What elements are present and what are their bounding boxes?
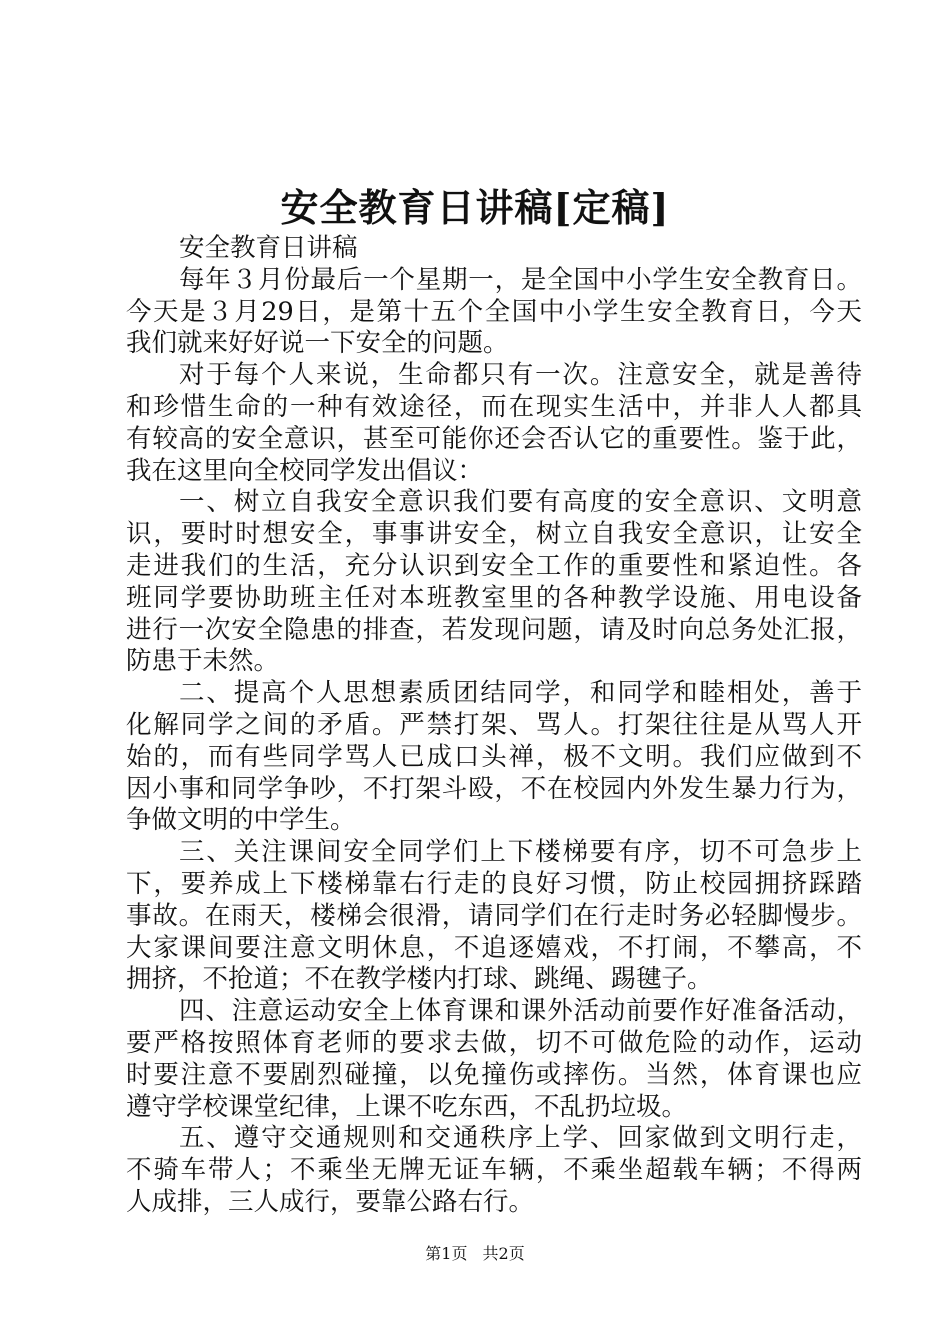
- body-line: 对于每个人来说，生命都只有一次。注意安全，就是善待: [179, 360, 862, 391]
- body-line: 五、遵守交通规则和交通秩序上学、回家做到文明行走，: [179, 1123, 862, 1154]
- body-line: 三、关注课间安全同学们上下楼梯要有序，切不可急步上: [179, 837, 862, 868]
- body-line: 大家课间要注意文明休息，不追逐嬉戏，不打闹，不攀高，不: [126, 932, 862, 963]
- body-line: 我在这里向全校同学发出倡议：: [126, 455, 484, 486]
- body-line: 因小事和同学争吵，不打架斗殴，不在校园内外发生暴力行为，: [126, 773, 862, 804]
- body-line: 进行一次安全隐患的排查，若发现问题，请及时向总务处汇报，: [126, 614, 862, 645]
- body-line: 始的，而有些同学骂人已成口头禅，极不文明。我们应做到不: [126, 741, 862, 772]
- page-number: 第1页: [425, 1244, 468, 1263]
- body-line: 和珍惜生命的一种有效途径，而在现实生活中，并非人人都具: [126, 391, 862, 422]
- body-line: 我们就来好好说一下安全的问题。: [126, 328, 509, 359]
- body-line: 时要注意不要剧烈碰撞，以免撞伤或摔伤。当然，体育课也应: [126, 1059, 862, 1090]
- body-line: 人成排，三人成行，要靠公路右行。: [126, 1186, 535, 1217]
- body-line: 二、提高个人思想素质团结同学，和同学和睦相处，善于: [179, 678, 862, 709]
- body-line: 下，要养成上下楼梯靠右行走的良好习惯，防止校园拥挤踩踏: [126, 868, 862, 899]
- body-line: 四、注意运动安全上体育课和课外活动前要作好准备活动，: [179, 996, 862, 1027]
- page-total: 共2页: [482, 1244, 525, 1263]
- body-line: 有较高的安全意识，甚至可能你还会否认它的重要性。鉴于此，: [126, 423, 862, 454]
- body-line: 化解同学之间的矛盾。严禁打架、骂人。打架往往是从骂人开: [126, 709, 862, 740]
- body-line: 要严格按照体育老师的要求去做，切不可做危险的动作，运动: [126, 1027, 862, 1058]
- body-line: 拥挤，不抢道；不在教学楼内打球、跳绳、踢毽子。: [126, 964, 713, 995]
- body-line: 不骑车带人；不乘坐无牌无证车辆，不乘坐超载车辆；不得两: [126, 1155, 862, 1186]
- body-line: 一、树立自我安全意识我们要有高度的安全意识、文明意: [179, 487, 862, 518]
- body-line: 班同学要协助班主任对本班教室里的各种教学设施、用电设备: [126, 582, 862, 613]
- body-line: 争做文明的中学生。: [126, 805, 356, 836]
- body-line: 走进我们的生活，充分认识到安全工作的重要性和紧迫性。各: [126, 550, 862, 581]
- document-body: [126, 233, 862, 1219]
- body-line: 每年３月份最后一个星期一，是全国中小学生安全教育日。: [179, 264, 862, 295]
- body-line: 事故。在雨天，楼梯会很滑，请同学们在行走时务必轻脚慢步。: [126, 900, 862, 931]
- page-footer: [0, 1243, 950, 1265]
- body-line: 安全教育日讲稿: [179, 233, 358, 263]
- body-line: 防患于未然。: [126, 646, 280, 677]
- body-line: 今天是３月29日，是第十五个全国中小学生安全教育日，今天: [126, 296, 862, 327]
- body-line: 遵守学校课堂纪律，上课不吃东西，不乱扔垃圾。: [126, 1091, 688, 1122]
- document-title: 安全教育日讲稿[定稿]: [280, 185, 670, 230]
- body-line: 识，要时时想安全，事事讲安全，树立自我安全意识，让安全: [126, 519, 862, 550]
